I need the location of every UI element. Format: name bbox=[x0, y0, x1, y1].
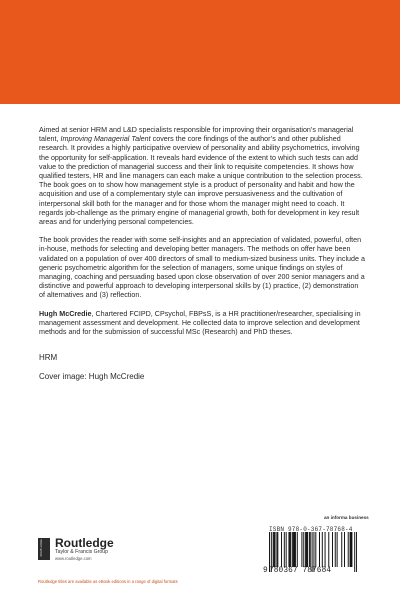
barcode-bar bbox=[325, 532, 326, 567]
barcode-bar bbox=[322, 532, 323, 567]
publisher-group: Taylor & Francis Group bbox=[55, 549, 109, 555]
barcode-bar bbox=[306, 532, 307, 567]
barcode-bar bbox=[295, 532, 296, 567]
barcode-bar bbox=[315, 532, 316, 567]
barcode-bar bbox=[303, 532, 304, 567]
barcode-bar bbox=[297, 532, 298, 567]
barcode-bar bbox=[288, 532, 289, 567]
ebook-availability-note: Routledge titles are available as eBook editions in a range of digital formats bbox=[38, 579, 178, 584]
barcode-bar bbox=[305, 532, 306, 567]
barcode-bar bbox=[328, 532, 329, 567]
cover-top-band bbox=[0, 0, 400, 104]
isbn-barcode bbox=[269, 532, 357, 572]
barcode-bar bbox=[274, 532, 275, 567]
blurb-text: Aimed at senior HRM and L&D specialists responsible for improving their organisation’s managerial talent, bbox=[39, 126, 354, 144]
barcode-bar bbox=[276, 532, 277, 567]
book-title: Improving Managerial Talent bbox=[60, 135, 151, 144]
blurb-text: covers the core findings of the author’s and other published research. It provides a highly participative overview of personality and ability psychometrics, involving the opportunity for self-application. It reveals hard evidence of the extent to which such tests can add value to the prediction of managerial success and their link to requisite competencies. It shows how qualified testers, HR and line managers can each make a unique contribution to the selection process. The book goes on to show how management style is a product of personality and habit and how the acquisition and use of a complementary style can improve persuasiveness and the cultivation of interpersonal skill both for the manager and for those whom the manager might need to coach. It regards job-challenge as the primary engine of managerial growth, both for development in key result areas and for underlying personal competencies. bbox=[39, 135, 363, 227]
barcode-bar bbox=[348, 532, 349, 567]
barcode-bar bbox=[341, 532, 342, 567]
author-bio-text: , Chartered FCIPD, CPsychol, FBPsS, is a HR practitioner/researcher, specialising in management assessment and development. He collected data to improve selection and development methods and for the submission of successful MSc (Research) and PhD theses. bbox=[39, 309, 361, 337]
blurb-paragraph-2: The book provides the reader with some self-insights and an appreciation of validated, powerful, often in-house, methods for selecting and developing better managers. The methods on offer have been validated on a population of over 400 directors of small to medium-sized business units. They include a generic psychometric algorithm for the selection of managers, some unique findings on styles of managing, coaching and persuading based upon close observation of over 200 senior managers and a distinctive and powerful approach to developing interpersonal skills by (1) practice, (2) demonstration of alternatives and (3) reflection. bbox=[39, 236, 365, 300]
author-name: Hugh McCredie bbox=[39, 309, 92, 318]
barcode-bar bbox=[281, 532, 282, 567]
barcode-bar bbox=[356, 532, 357, 572]
barcode-bar bbox=[301, 532, 302, 567]
barcode-bar bbox=[309, 532, 310, 567]
barcode-bar bbox=[310, 532, 311, 567]
barcode-bar bbox=[289, 532, 290, 567]
barcode-bar bbox=[312, 532, 313, 572]
publisher-logo bbox=[38, 537, 114, 561]
barcode-bar bbox=[307, 532, 308, 567]
barcode-bar bbox=[269, 532, 270, 572]
cover-image-credit: Cover image: Hugh McCredie bbox=[39, 372, 145, 381]
barcode-bar bbox=[273, 532, 274, 567]
informa-business-label: an informa business bbox=[324, 515, 369, 520]
publisher-website: www.routledge.com bbox=[55, 556, 92, 561]
barcode-bar bbox=[351, 532, 352, 567]
barcode-bar bbox=[354, 532, 355, 572]
barcode-bar bbox=[337, 532, 338, 567]
blurb-paragraph-1 bbox=[39, 126, 366, 227]
routledge-mark-icon: ROUTLEDGE bbox=[38, 538, 50, 560]
barcode-bar bbox=[271, 532, 272, 572]
barcode-bar bbox=[344, 532, 345, 567]
barcode-bar bbox=[275, 532, 276, 567]
barcode-bar bbox=[332, 532, 333, 567]
barcode-bar bbox=[313, 532, 314, 572]
barcode-bar bbox=[286, 532, 287, 567]
barcode-bar bbox=[350, 532, 351, 567]
back-cover-blurb bbox=[39, 126, 366, 346]
publisher-name: Routledge bbox=[55, 536, 114, 550]
author-bio bbox=[39, 310, 366, 338]
barcode-bar bbox=[290, 532, 291, 567]
barcode-bar bbox=[294, 532, 295, 567]
barcode-bar bbox=[351, 532, 352, 567]
barcode-bar bbox=[284, 532, 285, 567]
barcode-bar bbox=[293, 532, 294, 567]
subject-category: HRM bbox=[39, 353, 58, 362]
barcode-bar bbox=[292, 532, 293, 567]
barcode-bar bbox=[335, 532, 336, 567]
barcode-bar bbox=[277, 532, 278, 567]
barcode-digits: 9780367 787684 bbox=[263, 567, 332, 575]
isbn-label: ISBN 978-0-367-78768-4 bbox=[269, 526, 353, 533]
barcode-bar bbox=[319, 532, 320, 567]
